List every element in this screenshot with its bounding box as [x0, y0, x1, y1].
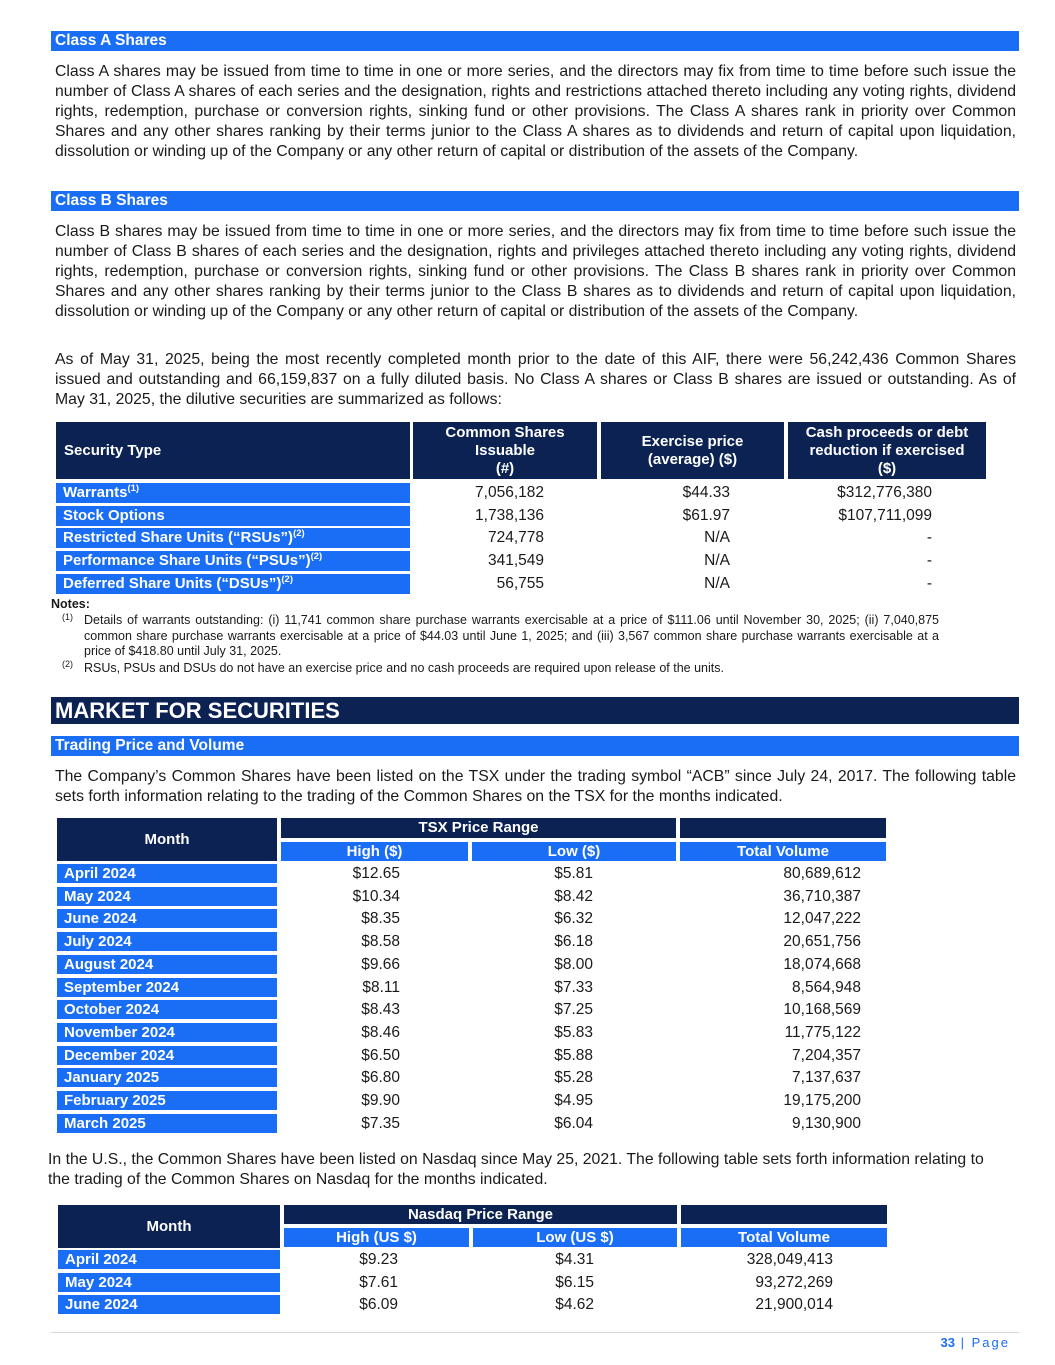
dilutive-row-label-text: Deferred Share Units (“DSUs”) [63, 574, 282, 592]
dilutive-cash: - [926, 552, 932, 570]
footer-divider [51, 1332, 1019, 1333]
tsx_table-month: October 2024 [57, 1000, 277, 1019]
tsx-volume-header: Total Volume [680, 842, 886, 861]
nasdaq_table-month: May 2024 [58, 1273, 280, 1292]
tsx_table-high: $8.11 [362, 978, 400, 996]
tsx_table-month: November 2024 [57, 1023, 277, 1042]
dilutive-row-label [56, 506, 410, 526]
tsx_table-high: $6.50 [361, 1046, 400, 1064]
nasdaq_table-volume: 328,049,413 [746, 1251, 833, 1268]
tsx_table-month: April 2024 [57, 864, 277, 883]
tsx-low-header: Low ($) [472, 842, 676, 861]
tsx_table-volume: 7,204,357 [792, 1046, 861, 1064]
tsx_table-month: August 2024 [57, 955, 277, 974]
dilutive-exercise: N/A [704, 552, 730, 570]
tsx_table-month: May 2024 [57, 887, 277, 906]
nasdaq-low-header: Low (US $) [473, 1228, 677, 1247]
tsx_table-volume: 11,775,122 [784, 1023, 861, 1041]
dilutive-issuable: 56,755 [496, 574, 544, 592]
dilutive-cash: $312,776,380 [837, 484, 932, 501]
note-1-number: (1) [62, 612, 73, 622]
tsx_table-high: $9.66 [361, 955, 400, 973]
tsx_table-volume: 7,137,637 [792, 1069, 861, 1087]
tsx-header-blank [680, 818, 886, 838]
nasdaq-month-header: Month [58, 1205, 280, 1248]
nasdaq_table-high: $9.23 [359, 1251, 398, 1268]
dilutive-issuable: 1,738,136 [475, 506, 544, 524]
header-security-type: Security Type [56, 422, 410, 479]
dilutive-exercise: $61.97 [682, 506, 730, 524]
tsx_table-low: $4.95 [554, 1092, 593, 1109]
dilutive-row-label [56, 574, 410, 594]
outstanding-text: As of May 31, 2025, being the most recently completed month prior to the date of this AIF, there were 56,242,436 Common Shares issued and outstanding and 66,159,837 on a fully diluted basis. No Class A shares or Class B shares are issued or outstanding. As of May 31, 2025, the dilutive securities are summarized as follows: [55, 351, 1016, 408]
tsx-range-header: TSX Price Range [281, 818, 676, 838]
tsx_table-high: $6.80 [361, 1069, 400, 1087]
tsx_table-high: $10.34 [352, 887, 400, 905]
tsx_table-volume: 19,175,200 [783, 1092, 861, 1109]
dilutive-row-note-ref: (2) [293, 528, 305, 540]
tsx-intro: The Company’s Common Shares have been listed on the TSX under the trading symbol “ACB” since July 24, 2017. The following table sets forth information relating to the trading of the Common Shares on the TSX for the months indicated. [55, 768, 1016, 805]
nasdaq_table-volume: 93,272,269 [755, 1273, 833, 1291]
tsx_table-volume: 36,710,387 [783, 887, 861, 905]
class-a-text: Class A shares may be issued from time to time in one or more series, and the directors may fix from time to time before such issue the number of Class A shares of each series and the designation, rights and restrictions attached thereto including any voting rights, dividend rights, redemption, purchase or conversion rights, sinking fund or other provisions. The Class A shares rank in priority over Common Shares and any other shares ranking by their terms junior to the Class A shares as to dividends and return of capital upon liquidation, dissolution or winding up of the Company or any other return of capital or distribution of the assets of the Company. [55, 63, 1016, 160]
dilutive-cash: - [926, 574, 932, 592]
nasdaq_table-high: $7.61 [359, 1273, 398, 1291]
dilutive-issuable: 724,778 [487, 529, 544, 547]
dilutive-cash: $107,711,099 [838, 506, 932, 524]
tsx_table-month: March 2025 [57, 1114, 277, 1133]
nasdaq-header-blank [681, 1205, 887, 1224]
nasdaq_table-month: June 2024 [58, 1295, 280, 1314]
nasdaq-volume-header: Total Volume [681, 1228, 887, 1247]
notes-heading: Notes: [51, 597, 90, 611]
tsx_table-volume: 20,651,756 [783, 933, 861, 951]
tsx_table-month: December 2024 [57, 1046, 277, 1065]
nasdaq_table-month: April 2024 [58, 1250, 280, 1269]
dilutive-exercise: N/A [704, 574, 730, 592]
nasdaq-intro: In the U.S., the Common Shares have been listed on Nasdaq since May 25, 2021. The following table sets forth information relating to the trading of the Common Shares on Nasdaq for the months indicated. [48, 1151, 984, 1188]
dilutive-row-label [56, 528, 410, 548]
tsx_table-volume: 18,074,668 [783, 955, 861, 973]
tsx_table-low: $6.32 [554, 910, 593, 928]
tsx_table-low: $8.42 [554, 887, 593, 905]
class-a-heading: Class A Shares [51, 31, 1019, 51]
nasdaq_table-volume: 21,900,014 [755, 1296, 833, 1313]
tsx_table-high: $8.58 [361, 933, 400, 951]
tsx_table-month: July 2024 [57, 932, 277, 951]
tsx_table-high: $8.35 [361, 910, 400, 928]
tsx_table-high: $8.46 [361, 1023, 400, 1041]
tsx_table-volume: 12,047,222 [783, 910, 861, 928]
tsx_table-high: $9.90 [361, 1092, 400, 1109]
dilutive-row-note-ref: (2) [281, 573, 294, 585]
dilutive-cash: - [926, 529, 932, 547]
dilutive-row-note-ref: (1) [127, 483, 140, 494]
dilutive-exercise: N/A [704, 529, 730, 547]
tsx_table-volume: 8,564,948 [792, 978, 861, 996]
nasdaq_table-low: $6.15 [555, 1273, 594, 1291]
class-b-text: Class B shares may be issued from time to time in one or more series, and the directors may fix from time to time before such issue the number of Class B shares of each series and the designation, rights and privileges attached thereto including any voting rights, dividend rights, redemption, purchase or conversion rights, sinking fund or other provisions. The Class B shares rank in priority over Common Shares and any other shares ranking by their terms junior to the Class B shares as to dividends and return of capital upon liquidation, dissolution or winding up of the Company or any other return of capital or distribution of the assets of the Company. [55, 223, 1016, 320]
header-cash-proceeds: Cash proceeds or debt reduction if exercised ($) [788, 422, 986, 479]
tsx_table-low: $6.18 [554, 933, 593, 951]
tsx_table-high: $12.65 [352, 865, 400, 882]
tsx_table-low: $5.83 [554, 1023, 593, 1041]
dilutive-row-label [56, 483, 410, 503]
nasdaq_table-low: $4.62 [555, 1296, 594, 1313]
note-1-text: Details of warrants outstanding: (i) 11,741 common share purchase warrants exercisable at a price of $111.06 until November 30, 2025; (ii) 7,040,875 common share purchase warrants exercisable at a price of $44.03 until June 1, 2025; and (iii) 3,567 common share purchase warrants exercisable at a price of $418.80 until July 31, 2025. [84, 613, 939, 658]
note-2-text: RSUs, PSUs and DSUs do not have an exercise price and no cash proceeds are required upon release of the units. [84, 661, 724, 675]
tsx_table-month: January 2025 [57, 1068, 277, 1087]
market-heading: MARKET FOR SECURITIES [51, 697, 1019, 724]
tsx_table-low: $7.25 [554, 1001, 593, 1019]
trading-heading: Trading Price and Volume [51, 736, 1019, 756]
tsx_table-high: $8.43 [361, 1001, 400, 1019]
tsx-high-header: High ($) [281, 842, 468, 861]
tsx-month-header: Month [57, 818, 277, 861]
dilutive-row-label-text: Stock Options [63, 506, 165, 524]
header-exercise-price: Exercise price (average) ($) [601, 422, 784, 479]
page-separator: | [960, 1335, 966, 1350]
dilutive-row-label [56, 551, 410, 571]
tsx_table-low: $6.04 [554, 1114, 593, 1132]
tsx_table-month: September 2024 [57, 978, 277, 997]
tsx_table-volume: 80,689,612 [783, 865, 861, 882]
dilutive-issuable: 341,549 [487, 552, 544, 570]
dilutive-row-note-ref: (2) [310, 551, 323, 563]
header-common-shares: Common Shares Issuable (#) [413, 422, 597, 479]
tsx_table-month: February 2025 [57, 1091, 277, 1110]
tsx_table-low: $8.00 [554, 955, 593, 973]
tsx_table-month: June 2024 [57, 909, 277, 928]
tsx_table-low: $5.81 [554, 865, 593, 882]
nasdaq_table-low: $4.31 [555, 1251, 594, 1268]
tsx_table-volume: 9,130,900 [792, 1114, 861, 1132]
dilutive-exercise: $44.33 [682, 484, 730, 501]
page-footer [941, 1335, 1010, 1350]
tsx_table-high: $7.35 [361, 1114, 400, 1132]
tsx_table-low: $5.88 [554, 1046, 593, 1064]
class-b-heading: Class B Shares [51, 191, 1019, 211]
page-word: Page [971, 1335, 1010, 1350]
dilutive-row-label-text: Restricted Share Units (“RSUs”) [63, 529, 294, 547]
note-2-number: (2) [62, 659, 73, 669]
dilutive-row-label-text: Warrants [63, 484, 128, 501]
nasdaq-range-header: Nasdaq Price Range [284, 1205, 677, 1224]
tsx_table-volume: 10,168,569 [783, 1001, 861, 1019]
nasdaq-high-header: High (US $) [284, 1228, 469, 1247]
dilutive-issuable: 7,056,182 [475, 484, 544, 501]
page-number: 33 [940, 1335, 955, 1350]
tsx_table-low: $7.33 [554, 978, 593, 996]
nasdaq_table-high: $6.09 [359, 1296, 398, 1313]
dilutive-row-label-text: Performance Share Units (“PSUs”) [63, 552, 311, 570]
tsx_table-low: $5.28 [554, 1069, 593, 1087]
